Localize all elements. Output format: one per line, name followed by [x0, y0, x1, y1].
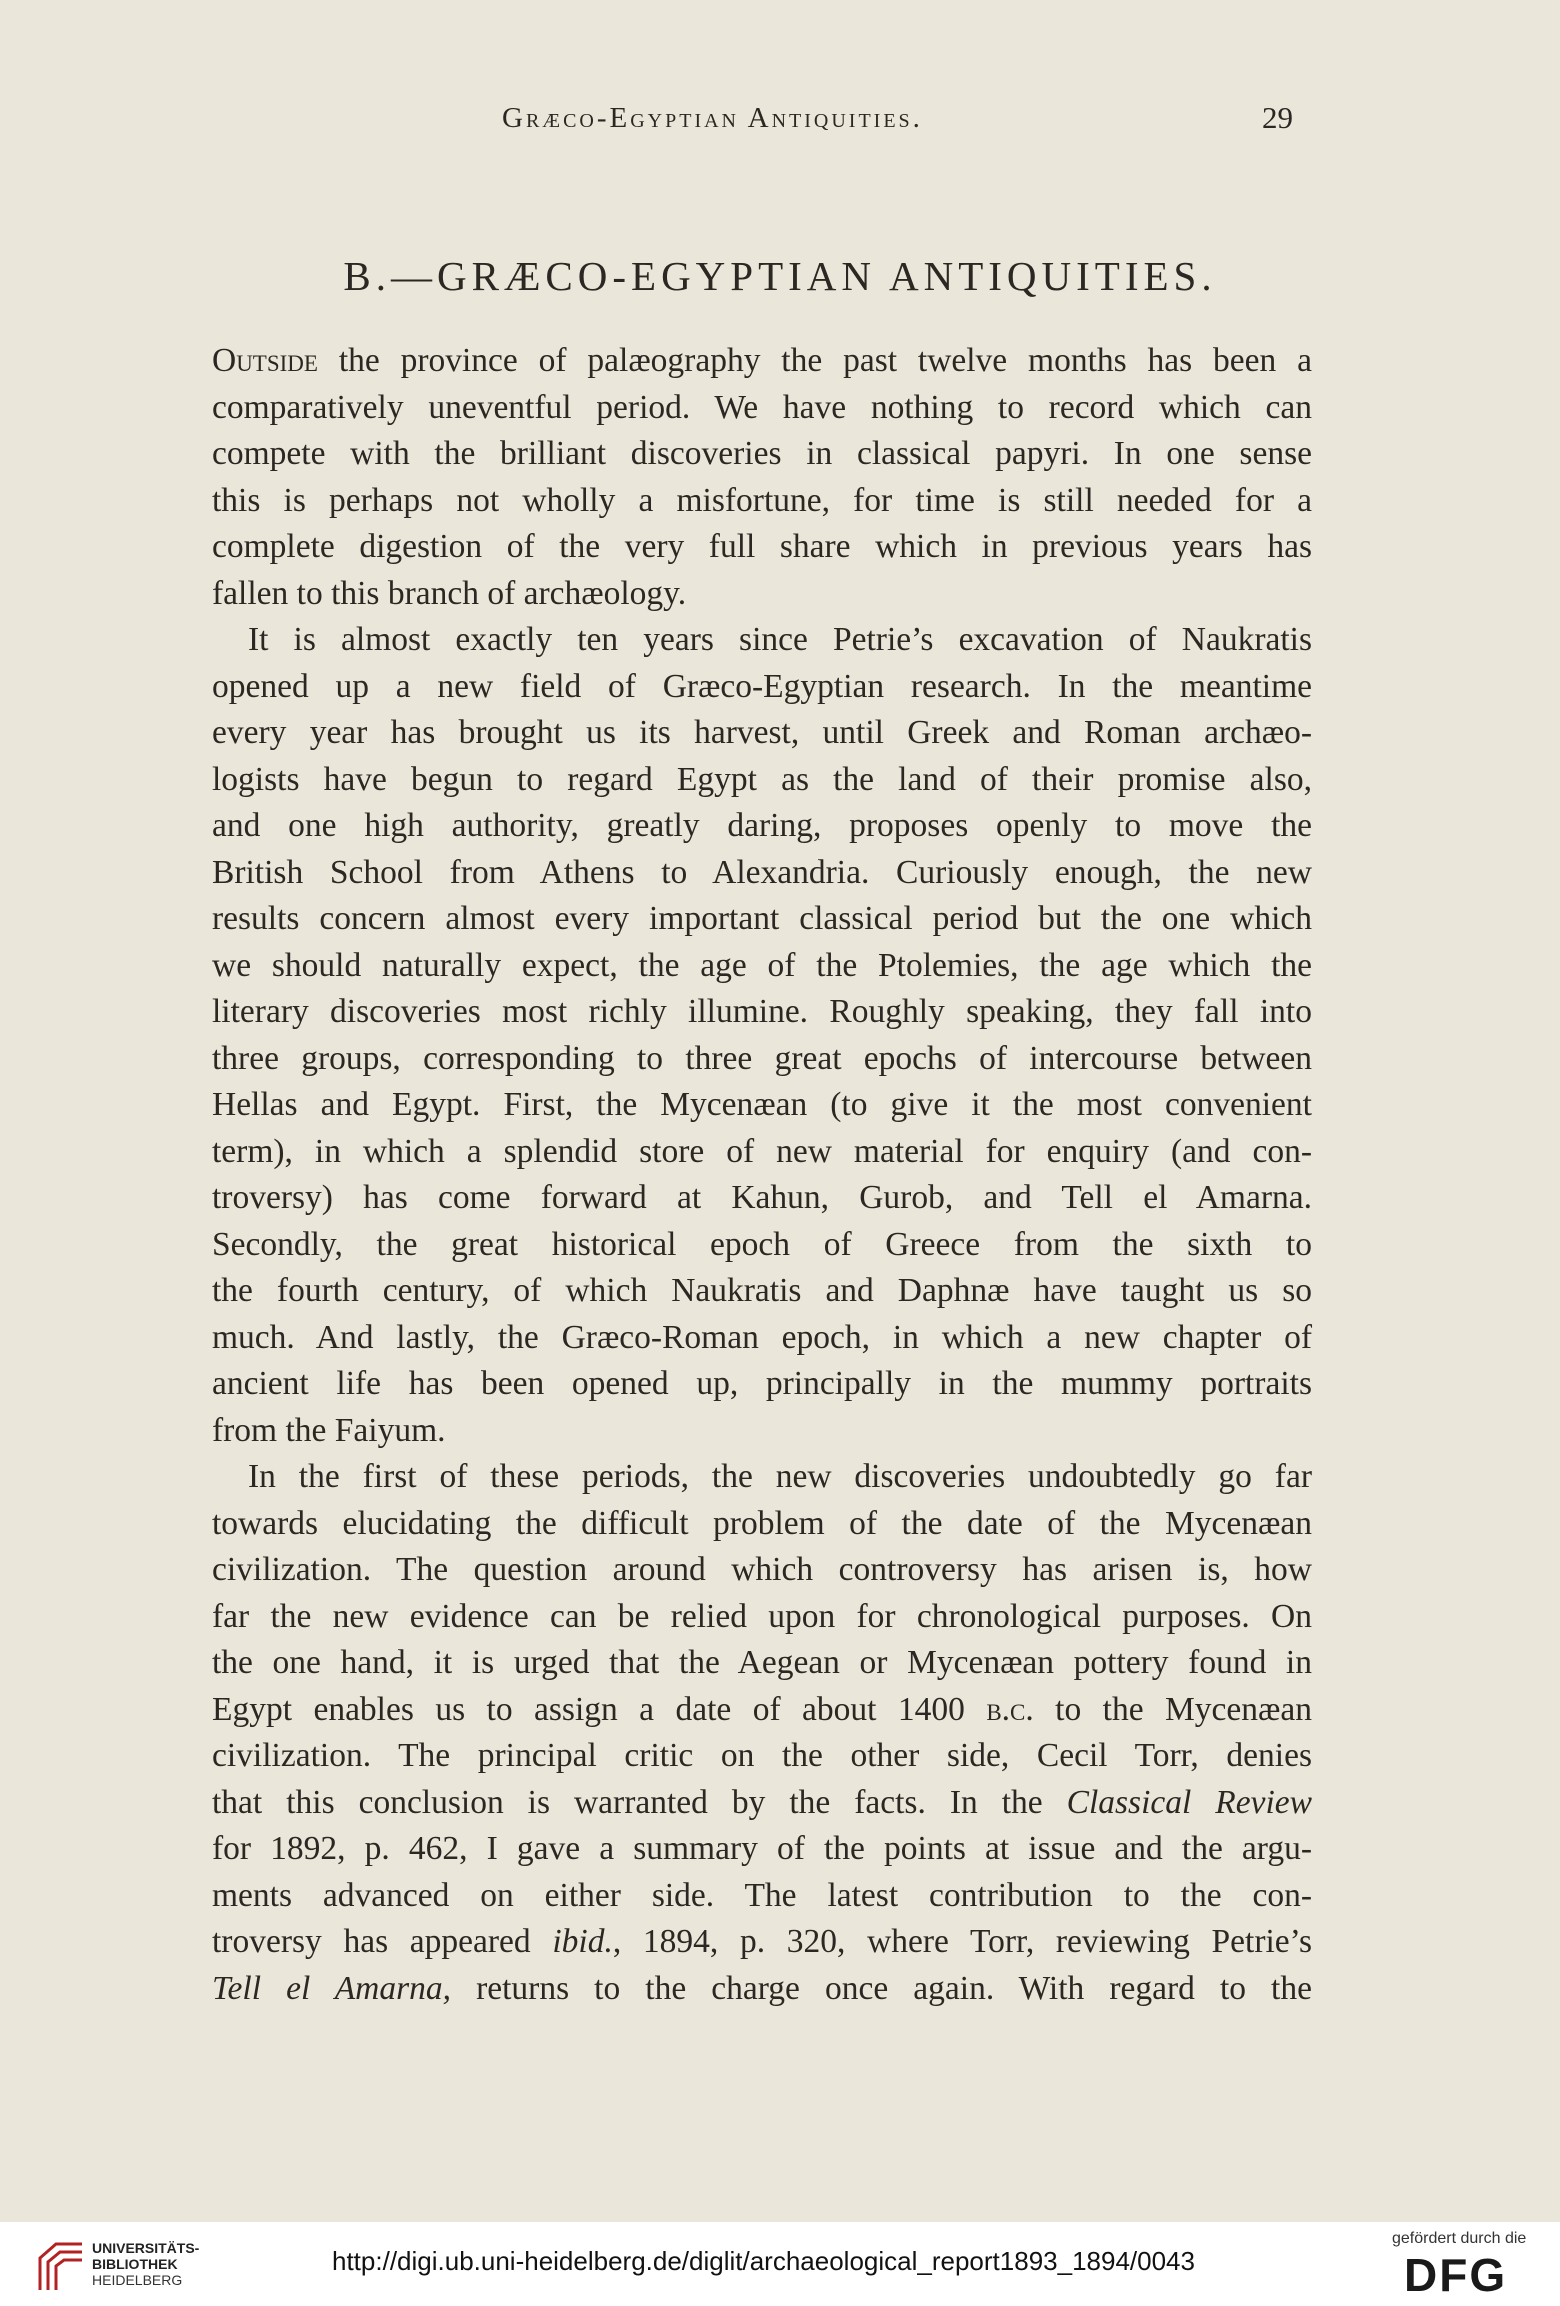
- paragraph-3-line: for 1892, p. 462, I gave a summary of the points at issue and the argu-: [212, 1830, 1312, 1867]
- paragraph-2-line: troversy) has come forward at Kahun, Gurob, and Tell el Amarna.: [212, 1179, 1312, 1216]
- line-text: , 1894, p. 320, where Torr, reviewing Petrie’s: [612, 1923, 1313, 1960]
- citation-abbreviation: ibid.: [552, 1923, 613, 1960]
- paragraph-2-line: ancient life has been opened up, principally in the mummy portraits: [212, 1365, 1312, 1402]
- paragraph-2-line: every year has brought us its harvest, until Greek and Roman archæo-: [212, 714, 1312, 751]
- library-name-line: BIBLIOTHEK: [92, 2256, 178, 2272]
- paragraph-2-line: opened up a new field of Græco-Egyptian research. In the meantime: [212, 667, 1312, 705]
- paragraph-1-line: compete with the brilliant discoveries in classical papyri. In one sense: [212, 435, 1312, 472]
- paragraph-2-line: Secondly, the great historical epoch of Greece from the sixth to: [212, 1225, 1312, 1263]
- paragraph-3-line: civilization. The question around which controversy has arisen is, how: [212, 1551, 1312, 1588]
- paragraph-3-line: In the first of these periods, the new discoveries undoubtedly go far: [248, 1458, 1312, 1495]
- page-number: 29: [1262, 100, 1293, 135]
- funded-by-label: gefördert durch die: [1392, 2230, 1527, 2247]
- paragraph-1-line: complete digestion of the very full share which in previous years has: [212, 528, 1312, 565]
- line-text: that this conclusion is warranted by the facts. In the: [212, 1783, 1067, 1821]
- journal-title: Classical Review: [1066, 1783, 1312, 1821]
- paragraph-3-line: [212, 1919, 1312, 1966]
- paragraph-1-line: comparatively uneventful period. We have nothing to record which can: [212, 388, 1312, 426]
- line-text: troversy has appeared: [212, 1923, 553, 1960]
- paragraph-1-line: this is perhaps not wholly a misfortune, for time is still needed for a: [212, 481, 1312, 519]
- paragraph-3-line: [212, 1780, 1312, 1827]
- library-logo-icon: [36, 2238, 86, 2294]
- era-abbreviation: b.c.: [986, 1690, 1034, 1728]
- line-text: the province of palæography the past twelve months has been a: [317, 342, 1312, 379]
- dfg-logo: DFG: [1404, 2249, 1508, 2301]
- digitization-footer: [0, 2222, 1560, 2306]
- paragraph-3-line: civilization. The principal critic on the other side, Cecil Torr, denies: [212, 1737, 1312, 1774]
- paragraph-1-line: fallen to this branch of archæology.: [212, 574, 687, 612]
- section-heading: B.—GRÆCO-EGYPTIAN ANTIQUITIES.: [343, 253, 1217, 299]
- paragraph-3-line: towards elucidating the difficult problem of the date of the Mycenæan: [212, 1504, 1312, 1542]
- paragraph-3-line: [212, 1966, 1312, 2013]
- paragraph-2-line: literary discoveries most richly illumine. Roughly speaking, they fall into: [212, 993, 1312, 1030]
- paragraph-2-line: results concern almost every important classical period but the one which: [212, 900, 1312, 937]
- paragraph-2-line: we should naturally expect, the age of the Ptolemies, the age which the: [212, 946, 1312, 984]
- line-text: to the Mycenæan: [1033, 1690, 1312, 1728]
- library-name: [92, 2240, 199, 2288]
- paragraph-2-line: much. And lastly, the Græco-Roman epoch, in which a new chapter of: [212, 1318, 1312, 1356]
- paragraph-2-line: from the Faiyum.: [212, 1411, 446, 1449]
- running-title: Græco-Egyptian Antiquities.: [502, 102, 923, 134]
- running-head: [0, 102, 1560, 142]
- library-name-line: UNIVERSITÄTS-: [92, 2240, 200, 2256]
- paragraph-2-line: logists have begun to regard Egypt as the land of their promise also,: [212, 760, 1312, 798]
- opening-word: Outside: [212, 342, 318, 379]
- paragraph-2-line: British School from Athens to Alexandria. Curiously enough, the new: [212, 853, 1312, 891]
- source-url-link[interactable]: http://digi.ub.uni-heidelberg.de/diglit/archaeological_report1893_1894/0043: [332, 2246, 1195, 2276]
- paragraph-2-line: the fourth century, of which Naukratis and Daphnæ have taught us so: [212, 1272, 1312, 1309]
- paragraph-3-line: the one hand, it is urged that the Aegean or Mycenæan pottery found in: [212, 1644, 1312, 1681]
- paragraph-1-line: [212, 338, 1312, 385]
- paragraph-3-line: far the new evidence can be relied upon for chronological purposes. On: [212, 1597, 1312, 1635]
- body-text: [212, 338, 1312, 2012]
- line-text: Egypt enables us to assign a date of about 1400: [212, 1690, 987, 1728]
- paragraph-2-line: and one high authority, greatly daring, proposes openly to move the: [212, 807, 1312, 844]
- paragraph-3-line: ments advanced on either side. The latest contribution to the con-: [212, 1876, 1312, 1914]
- paragraph-2-line: term), in which a splendid store of new material for enquiry (and con-: [212, 1132, 1312, 1170]
- library-name-line: HEIDELBERG: [92, 2272, 183, 2288]
- line-text: returns to the charge once again. With regard to the: [451, 1969, 1312, 2007]
- paragraph-2-line: It is almost exactly ten years since Petrie’s excavation of Naukratis: [248, 621, 1312, 658]
- paragraph-2-line: Hellas and Egypt. First, the Mycenæan (to give it the most convenient: [212, 1086, 1312, 1123]
- paragraph-3-line: [212, 1687, 1312, 1734]
- book-title: Tell el Amarna,: [212, 1969, 452, 2007]
- paragraph-2-line: three groups, corresponding to three great epochs of intercourse between: [212, 1039, 1312, 1077]
